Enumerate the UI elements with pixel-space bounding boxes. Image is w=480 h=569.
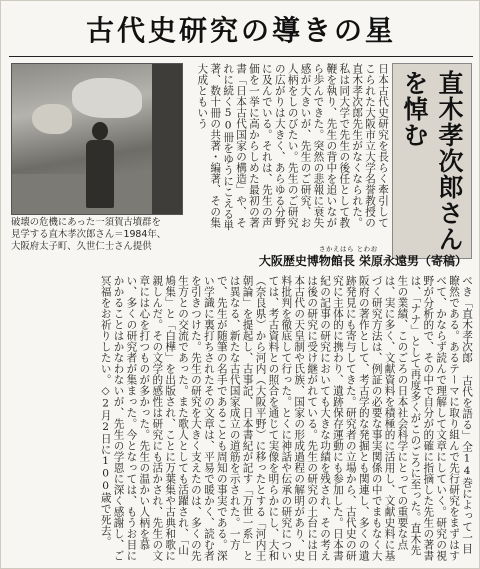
photo-person-body xyxy=(86,140,114,208)
byline xyxy=(191,245,467,269)
article-body-bottom: べき「直木孝次郎 古代を語る」全14巻によって一目瞭然である。あるテーマに取り組んで先行研究をまずはすべて、かならず読んで理解して文章にしていく。研究の視野が分析的で、その中で自分が的確に指摘した先生の著書は、「ナナ」として再度多くがこのごろに至った。直木先生の業績、このごろの日本社会科学にとっての重要な点は、実に多く、文献資料を積極的に活用し、文献史料に基づく研究方法は、例証の必要な事実関係の中でまもなく大阪府の著作として、考古学的な発掘とも関連し、多くの遺跡発見にも寄与してきた。研究者の立場から、古代史の研究に主体的に携わり、遺跡保存運動にも参加した。日本書紀の記事の研究においても大きな功績を残され、その考えは後の研究に受け継がれている。先生の研究の土台には日本古代の天皇制や氏族、国家の形成過程の解明があり、史料批判を徹底して行った。とくに神話や伝承の研究については、考古資料との照合を通じて実像を明らかにし、大和（奈良県）から河内（大阪平野）に移ったとする「河内王朝論」を提起し、古事記、日本書紀が記す「万世一系」とは異なる、新たな古代国家成立の道筋を示された。一方で、先生が随筆の名手であることも周知の事実である。深い学識に裏打ちされたその文章は、平易で暖かく、読む者を引きつけた。先生の研究を大きく支えたのは、多くの先生方との交流であった。また歌人としても活躍され、「山鳩集」と「白樺」を出版され、ことに万葉集や古典和歌に親しんだ。その文学的感性は研究にも活かされ、先生の文章には心を打つものが多かった。先生の温かい人柄を慕い、多くの研究者が集まった。今となっては、もうお目にかかることはかなわないが、先生の学恩に深く感謝し、ご冥福をお祈りしたい。◇2月2日に100歳で死去。 xyxy=(99,275,473,561)
photo-tree xyxy=(152,64,183,215)
article-photo xyxy=(11,63,183,215)
article-title: 直木孝次郎さんを悼む xyxy=(392,63,472,259)
photo-person-head xyxy=(92,122,108,140)
photo-rock xyxy=(32,104,72,134)
headline: 古代史研究の導きの星 xyxy=(85,14,396,47)
byline-reading: さかえはら とわお xyxy=(319,245,378,253)
photo-caption xyxy=(11,217,183,253)
caption-line: 見学する直木孝次郎さん＝1984年、 xyxy=(11,229,167,240)
byline-text: 大阪歴史博物館長 栄原永遠男（寄稿） xyxy=(258,254,467,268)
caption-line: 大阪府太子町、久世仁士さん提供 xyxy=(11,241,152,252)
photo-rock xyxy=(72,78,142,118)
caption-line: 破壊の危機にあった一須賀古墳群を xyxy=(11,217,161,228)
headline-rule xyxy=(9,56,473,57)
article-body-top: 日本古代史研究を長らく牽引してこられた大阪市立大学名誉教授の直木孝次郎先生がなくなられた。私は同大学で先生の後任として教鞭を執り、先生の背中を追いながら歩んできた。突然の悲報に衰失感が大きいが、先生のご研究、お人柄をしのびたい。先生のご研究の広がりは大きく、あらゆる分野に及んでいる。それは、先生の声価を一挙に高からしめた最初の著書「日本古代国家の構造」や、それに続く50冊をゆうにこえる単著、数十冊の共著・編著、その集大成ともいう xyxy=(196,63,389,231)
